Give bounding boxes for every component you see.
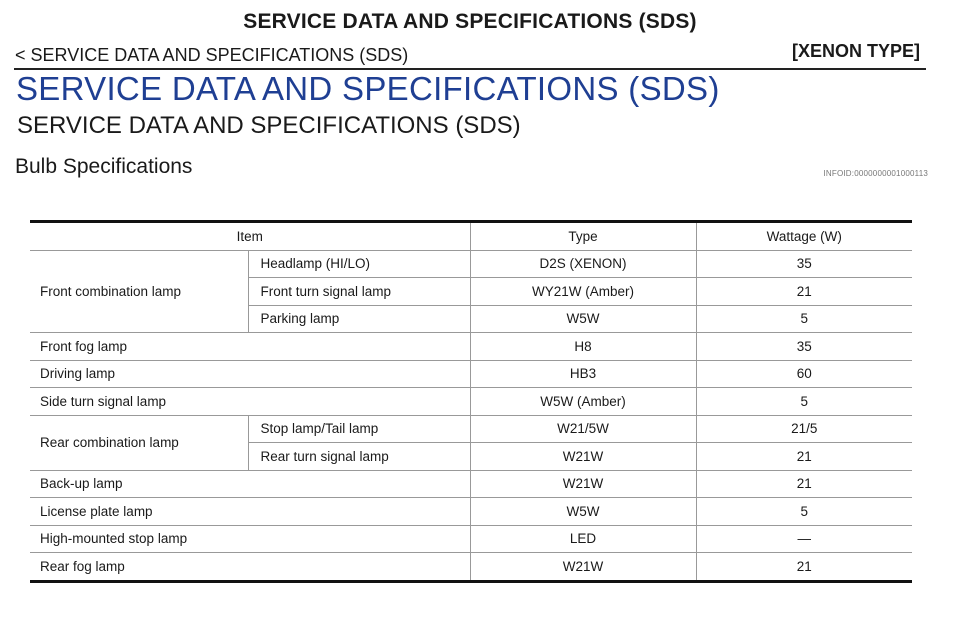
row-type: W21/5W bbox=[470, 415, 696, 443]
column-header-wattage: Wattage (W) bbox=[696, 222, 912, 251]
main-heading: SERVICE DATA AND SPECIFICATIONS (SDS) bbox=[16, 70, 720, 107]
row-wattage: 5 bbox=[696, 388, 912, 416]
table-row bbox=[30, 553, 912, 582]
row-type: W5W bbox=[470, 498, 696, 526]
row-wattage: 21 bbox=[696, 278, 912, 306]
xenon-type-tag: [XENON TYPE] bbox=[791, 41, 920, 61]
row-wattage: 5 bbox=[696, 305, 912, 333]
breadcrumb-back-link[interactable]: < SERVICE DATA AND SPECIFICATIONS (SDS) bbox=[15, 45, 409, 65]
row-wattage: 21 bbox=[696, 443, 912, 471]
row-type: HB3 bbox=[470, 360, 696, 388]
row-wattage: 35 bbox=[696, 333, 912, 361]
row-type: D2S (XENON) bbox=[470, 250, 696, 278]
page-top-title: SERVICE DATA AND SPECIFICATIONS (SDS) bbox=[243, 10, 697, 33]
row-wattage: 21/5 bbox=[696, 415, 912, 443]
row-item: High-mounted stop lamp bbox=[30, 525, 470, 553]
row-wattage: 60 bbox=[696, 360, 912, 388]
row-type: WY21W (Amber) bbox=[470, 278, 696, 306]
table-row bbox=[30, 250, 912, 278]
row-wattage: — bbox=[696, 525, 912, 553]
row-item: Back-up lamp bbox=[30, 470, 470, 498]
sub-heading: SERVICE DATA AND SPECIFICATIONS (SDS) bbox=[17, 112, 521, 139]
row-item: Side turn signal lamp bbox=[30, 388, 470, 416]
group-label-front-combination: Front combination lamp bbox=[30, 250, 248, 333]
document-info-id: INFOID:0000000001000113 bbox=[823, 169, 928, 178]
table-row bbox=[30, 470, 912, 498]
table-row bbox=[30, 333, 912, 361]
row-type: W21W bbox=[470, 470, 696, 498]
row-item: License plate lamp bbox=[30, 498, 470, 526]
row-wattage: 21 bbox=[696, 553, 912, 582]
row-item: Stop lamp/Tail lamp bbox=[248, 415, 470, 443]
row-type: W5W bbox=[470, 305, 696, 333]
table-row bbox=[30, 498, 912, 526]
row-wattage: 5 bbox=[696, 498, 912, 526]
table-row bbox=[30, 388, 912, 416]
table-row bbox=[30, 525, 912, 553]
table-header-row bbox=[30, 222, 912, 251]
bulb-specifications-table bbox=[30, 220, 912, 583]
row-type: H8 bbox=[470, 333, 696, 361]
table-row bbox=[30, 360, 912, 388]
section-title-bulb-specifications: Bulb Specifications bbox=[15, 155, 193, 178]
row-item: Front turn signal lamp bbox=[248, 278, 470, 306]
row-type: W21W bbox=[470, 553, 696, 582]
row-type: W5W (Amber) bbox=[470, 388, 696, 416]
row-type: W21W bbox=[470, 443, 696, 471]
row-item: Rear fog lamp bbox=[30, 553, 470, 582]
row-item: Driving lamp bbox=[30, 360, 470, 388]
row-item: Headlamp (HI/LO) bbox=[248, 250, 470, 278]
row-item: Rear turn signal lamp bbox=[248, 443, 470, 471]
column-header-item: Item bbox=[30, 222, 470, 251]
row-item: Parking lamp bbox=[248, 305, 470, 333]
row-wattage: 21 bbox=[696, 470, 912, 498]
column-header-type: Type bbox=[470, 222, 696, 251]
row-item: Front fog lamp bbox=[30, 333, 470, 361]
row-type: LED bbox=[470, 525, 696, 553]
row-wattage: 35 bbox=[696, 250, 912, 278]
group-label-rear-combination: Rear combination lamp bbox=[30, 415, 248, 470]
table-row bbox=[30, 415, 912, 443]
